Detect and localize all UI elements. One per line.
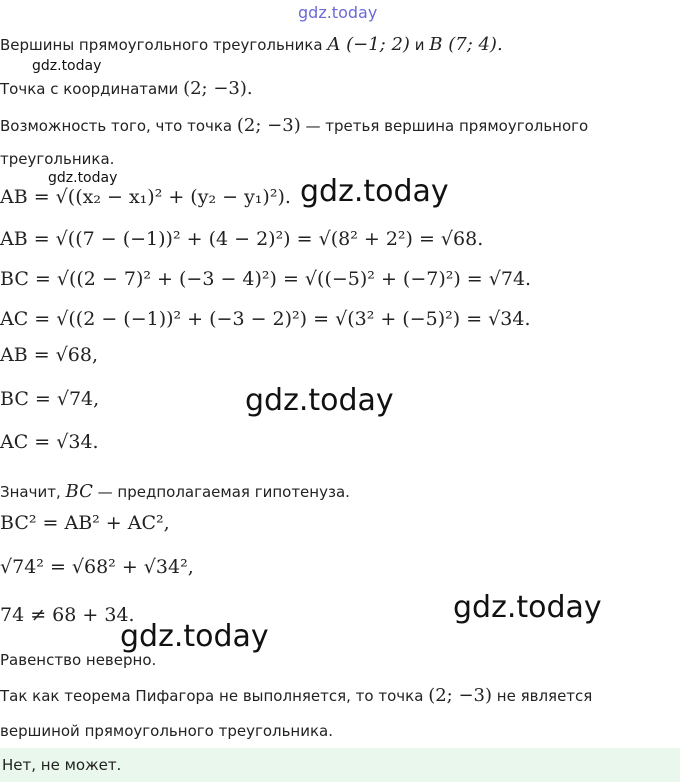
question-line-2 — [0, 150, 114, 168]
pythagoras-equation: BC² = AB² + AC², — [0, 512, 170, 534]
point-p-2: (2; −3) — [236, 115, 301, 136]
point-a: A (−1; 2) — [327, 34, 410, 55]
value-bc: BC = √74, — [0, 388, 100, 410]
conclusion-line — [0, 685, 592, 706]
watermark-top: gdz.today — [298, 3, 378, 22]
hypotenuse-line — [0, 481, 350, 502]
text-not-is: не является — [496, 687, 593, 705]
wrong-equality: Равенство неверно. — [0, 651, 157, 669]
text-third-vertex: — третья вершина прямоугольного — [305, 117, 589, 135]
watermark-big-1: gdz.today — [300, 174, 449, 209]
point-b: B (7; 4). — [429, 34, 503, 55]
text-vertices: Вершины прямоугольного треугольника — [0, 36, 323, 54]
text-possibility: Возможность того, что точка — [0, 117, 233, 135]
answer-text: Нет, не может. — [2, 756, 122, 774]
text-so: Значит, — [0, 483, 61, 501]
text-and: и — [414, 36, 425, 54]
pythagoras-numeric: √74² = √68² + √34², — [0, 556, 194, 578]
watermark-small: gdz.today — [32, 58, 102, 74]
answer-box — [0, 748, 680, 782]
formula-ab: AB = √((x₂ − x₁)² + (y₂ − y₁)²). — [0, 186, 291, 208]
text-hypotenuse: — предполагаемая гипотенуза. — [97, 483, 350, 501]
text-triangle: треугольника. — [0, 150, 115, 168]
conclusion-line-2: вершиной прямоугольного треугольника. — [0, 722, 334, 740]
point-p-3: (2; −3) — [428, 685, 493, 706]
text-conclusion: Так как теорема Пифагора не выполняется, то точка — [0, 687, 424, 705]
watermark-big-2: gdz.today — [245, 383, 394, 418]
point-p: (2; −3). — [183, 78, 253, 99]
value-ab: AB = √68, — [0, 344, 99, 366]
segment-bc: BC — [65, 481, 93, 502]
point-statement — [0, 78, 253, 99]
watermark-small-2: gdz.today — [48, 170, 118, 186]
calc-ac: AC = √((2 − (−1))² + (−3 − 2)²) = √(3² + (−5)²) = √34. — [0, 308, 531, 330]
problem-statement — [0, 34, 503, 55]
calc-bc: BC = √((2 − 7)² + (−3 − 4)²) = √((−5)² + (−7)²) = √74. — [0, 268, 532, 290]
text-point-coords: Точка с координатами — [0, 80, 179, 98]
inequality: 74 ≠ 68 + 34. — [0, 604, 135, 626]
watermark-big-3: gdz.today — [453, 590, 602, 625]
value-ac: AC = √34. — [0, 431, 99, 453]
calc-ab: AB = √((7 − (−1))² + (4 − 2)²) = √(8² + 2²) = √68. — [0, 228, 484, 250]
watermark-big-4: gdz.today — [120, 619, 269, 654]
question-line — [0, 115, 588, 136]
